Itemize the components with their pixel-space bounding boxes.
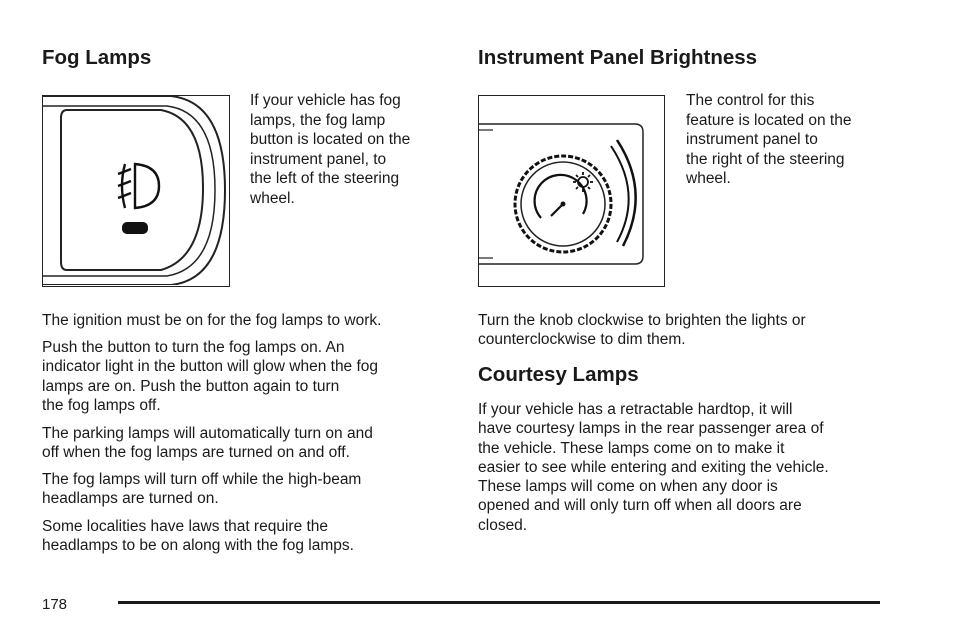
brightness-arc-indicator — [611, 140, 636, 246]
courtesy-lamps-heading: Courtesy Lamps — [478, 363, 639, 386]
brightness-knob-illustration — [478, 95, 665, 287]
paragraph-high-beam: The fog lamps will turn off while the high-beam headlamps are turned on. — [42, 471, 362, 508]
indicator-light — [122, 222, 148, 234]
dial-knob — [515, 156, 611, 252]
instrument-panel-brightness-heading: Instrument Panel Brightness — [478, 46, 758, 69]
fog-lamps-heading: Fog Lamps — [42, 46, 152, 69]
page-number: 178 — [42, 596, 68, 613]
footer-rule — [118, 601, 880, 604]
brightness-sun-icon — [573, 172, 593, 192]
brightness-location-text: The control for this feature is located on the instrument panel to the right of the steering wheel. — [686, 92, 852, 187]
paragraph-ignition: The ignition must be on for the fog lamps to work. — [42, 312, 382, 329]
paragraph-turn-knob: Turn the knob clockwise to brighten the lights or counterclockwise to dim them. — [478, 312, 806, 349]
paragraph-push-button: Push the button to turn the fog lamps on. An indicator light in the button will glow when the fog lamps are on. Push the button again to turn the fog lamps off. — [42, 339, 379, 414]
fog-lamp-button-illustration — [42, 95, 230, 287]
fog-lamps-location-text: If your vehicle has fog lamps, the fog lamp button is located on the instrument panel, to the left of the steering wheel. — [250, 92, 411, 207]
paragraph-localities: Some localities have laws that require the headlamps to be on along with the fog lamps. — [42, 518, 354, 555]
fog-lamp-icon — [118, 164, 159, 208]
paragraph-parking-lamps: The parking lamps will automatically turn on and off when the fog lamps are turned on and off. — [42, 425, 373, 462]
paragraph-courtesy-lamps: If your vehicle has a retractable hardtop, it will have courtesy lamps in the rear passenger area of the vehicle. These lamps come on to make it easier to see while entering and exiting the vehicle. These lamps will come on when any door is opened and will only turn off when all doors are closed. — [478, 401, 829, 534]
